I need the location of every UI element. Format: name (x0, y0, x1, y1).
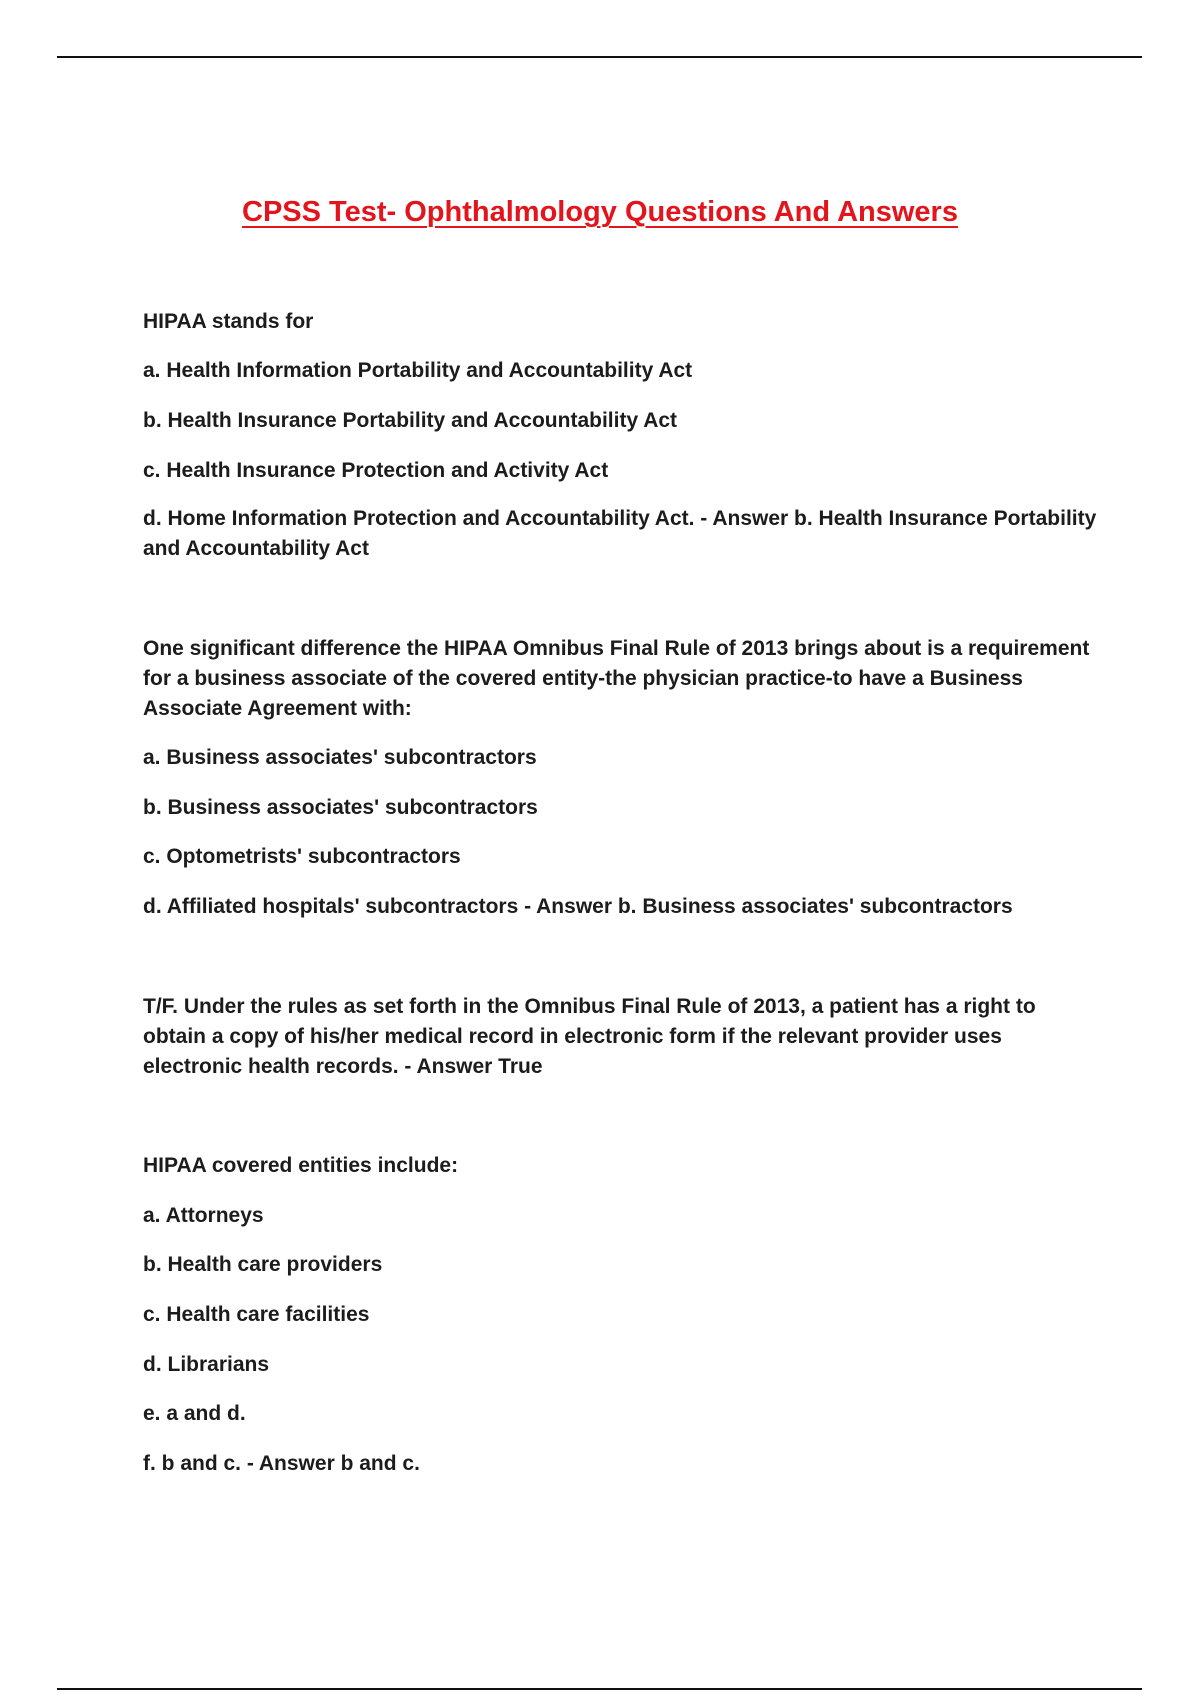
question-1-option-a: a. Health Information Portability and Accountability Act (143, 359, 693, 382)
question-4-option-e: e. a and d. (143, 1402, 246, 1425)
question-4-option-b: b. Health care providers (143, 1253, 383, 1276)
question-2-stem: One significant difference the HIPAA Omnibus Final Rule of 2013 brings about is a requirement for a business associate of the covered entity-the physician practice-to have a Business Associate Agreement with: (143, 637, 1090, 720)
page-title (0, 194, 1200, 230)
question-2-option-c: c. Optometrists' subcontractors (143, 845, 461, 868)
question-4-option-a: a. Attorneys (143, 1204, 264, 1227)
question-1-option-c: c. Health Insurance Protection and Activity Act (143, 459, 609, 482)
question-2-option-b: b. Business associates' subcontractors (143, 796, 538, 819)
question-1-option-d: d. Home Information Protection and Accountability Act. - Answer b. Health Insurance Portability and Accountability Act (143, 507, 1097, 560)
question-2-option-d: d. Affiliated hospitals' subcontractors - Answer b. Business associates' subcontractors (143, 895, 1013, 918)
question-1-stem: HIPAA stands for (143, 310, 314, 333)
question-4-option-d: d. Librarians (143, 1353, 270, 1376)
question-2-option-a: a. Business associates' subcontractors (143, 746, 537, 769)
top-rule (57, 56, 1142, 58)
bottom-rule (57, 1688, 1142, 1690)
question-3-stem: T/F. Under the rules as set forth in the Omnibus Final Rule of 2013, a patient has a right to obtain a copy of his/her medical record in electronic form if the relevant provider uses electronic health records. - Answer True (143, 995, 1036, 1078)
question-1-option-b: b. Health Insurance Portability and Accountability Act (143, 409, 678, 432)
page-title-text: CPSS Test- Ophthalmology Questions And Answers (242, 196, 958, 228)
question-4-option-f: f. b and c. - Answer b and c. (143, 1452, 420, 1475)
question-4-stem: HIPAA covered entities include: (143, 1154, 459, 1177)
question-4-option-c: c. Health care facilities (143, 1303, 370, 1326)
